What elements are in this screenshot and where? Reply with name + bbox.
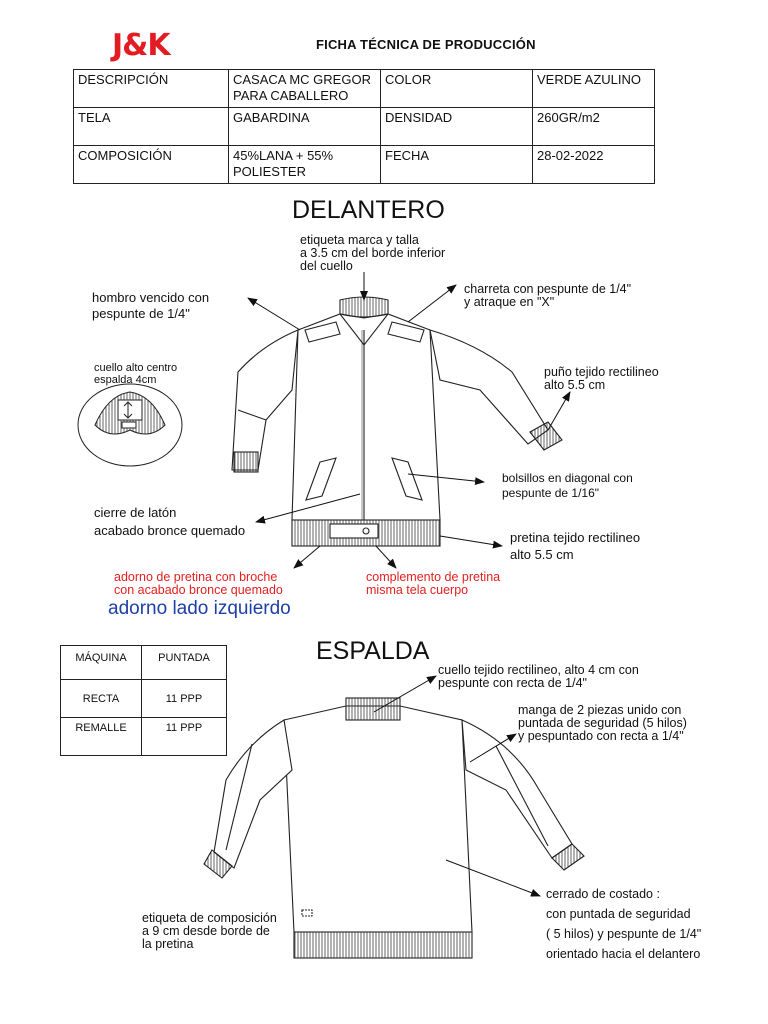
note-waist-trim-snap: adorno de pretina con broche con acabado bronce quemado xyxy=(114,570,283,597)
note-side-seam: cerrado de costado : con puntada de seguridad ( 5 hilos) y pespunte de 1/4" orientado hacia el delantero xyxy=(546,887,702,961)
note-collar-detail: cuello alto centro espalda 4cm xyxy=(94,362,178,386)
column-header: MÁQUINA xyxy=(61,646,142,680)
table-cell: 45%LANA + 55% POLIESTER xyxy=(229,146,381,184)
table-cell: RECTA xyxy=(61,680,142,718)
note-left-side-trim: adorno lado izquierdo xyxy=(108,598,291,619)
note-back-collar: cuello tejido rectilineo, alto 4 cm con pespunte con recta de 1/4" xyxy=(438,663,639,690)
table-header-row xyxy=(61,646,227,680)
note-waistband: pretina tejido rectilineo alto 5.5 cm xyxy=(510,530,641,562)
table-cell: DENSIDAD xyxy=(381,108,533,146)
brand-logo: J&K xyxy=(112,28,170,63)
note-brand-label: etiqueta marca y talla a 3.5 cm del borde inferior del cuello xyxy=(300,233,446,273)
table-cell: 260GR/m2 xyxy=(533,108,655,146)
table-row xyxy=(61,680,227,718)
note-zipper: cierre de latón acabado bronce quemado xyxy=(94,505,246,538)
table-cell: VERDE AZULINO xyxy=(533,70,655,108)
table-cell: REMALLE xyxy=(61,718,142,756)
document-title: FICHA TÉCNICA DE PRODUCCIÓN xyxy=(316,37,536,52)
table-cell: TELA xyxy=(74,108,229,146)
table-cell: CASACA MC GREGOR PARA CABALLERO xyxy=(229,70,381,108)
note-pockets: bolsillos en diagonal con pespunte de 1/16" xyxy=(502,471,633,500)
table-cell: COLOR xyxy=(381,70,533,108)
table-cell: 28-02-2022 xyxy=(533,146,655,184)
note-shoulder: hombro vencido con pespunte de 1/4" xyxy=(92,290,210,321)
front-jacket-sketch xyxy=(232,297,562,546)
table-cell: DESCRIPCIÓN xyxy=(74,70,229,108)
note-composition-label: etiqueta de composición a 9 cm desde borde de la pretina xyxy=(142,911,277,951)
table-row xyxy=(61,718,227,756)
table-cell: GABARDINA xyxy=(229,108,381,146)
front-section-title: DELANTERO xyxy=(292,196,445,224)
note-back-sleeve: manga de 2 piezas unido con puntada de seguridad (5 hilos) y pespuntado con recta a 1/4" xyxy=(518,703,687,743)
table-cell: 11 PPP xyxy=(142,718,227,756)
machine-table xyxy=(60,645,227,756)
column-header: PUNTADA xyxy=(142,646,227,680)
table-cell: 11 PPP xyxy=(142,680,227,718)
note-cuff: puño tejido rectilineo alto 5.5 cm xyxy=(544,365,659,392)
collar-detail-sketch xyxy=(78,384,182,466)
back-section-title: ESPALDA xyxy=(316,637,430,665)
table-cell: COMPOSICIÓN xyxy=(74,146,229,184)
note-epaulette: charreta con pespunte de 1/4" y atraque en "X" xyxy=(464,282,632,309)
note-waist-complement: complemento de pretina misma tela cuerpo xyxy=(366,570,501,597)
table-cell: FECHA xyxy=(381,146,533,184)
